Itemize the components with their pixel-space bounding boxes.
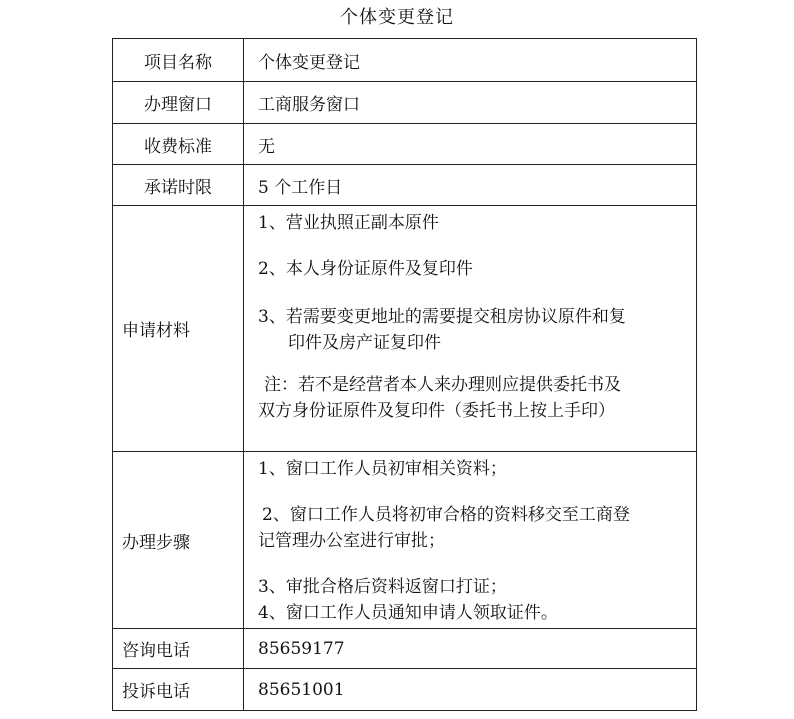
steps-label: 办理步骤 <box>113 452 244 629</box>
materials-note-line-1: 注：若不是经营者本人来办理则应提供委托书及 <box>264 375 621 395</box>
material-item-2: 2、本人身份证原件及复印件 <box>258 259 473 279</box>
page-title: 个体变更登记 <box>340 7 454 28</box>
materials-note-line-2: 双方身份证原件及复印件（委托书上按上手印） <box>258 401 615 421</box>
steps-content <box>244 452 697 629</box>
complaint-phone-label: 投诉电话 <box>113 669 244 711</box>
step-item-3: 3、审批合格后资料返窗口打证； <box>258 577 507 597</box>
service-window-label: 办理窗口 <box>113 82 244 124</box>
table-row-consult <box>113 629 697 669</box>
table-row-materials <box>113 206 697 452</box>
material-item-3-continued: 印件及房产证复印件 <box>288 333 441 353</box>
table-row-time-limit <box>113 165 697 206</box>
complaint-phone-value: 85651001 <box>244 669 697 711</box>
time-limit-value: 5 个工作日 <box>244 165 697 206</box>
materials-content <box>244 206 697 452</box>
step-item-4: 4、窗口工作人员通知申请人领取证件。 <box>258 603 558 623</box>
step-item-1: 1、窗口工作人员初审相关资料； <box>258 459 507 479</box>
project-name-label: 项目名称 <box>113 39 244 82</box>
fee-value: 无 <box>244 124 697 165</box>
consult-phone-value: 85659177 <box>244 629 697 669</box>
service-window-value: 工商服务窗口 <box>244 82 697 124</box>
materials-label: 申请材料 <box>113 206 244 452</box>
consult-phone-label: 咨询电话 <box>113 629 244 669</box>
table-row-steps <box>113 452 697 629</box>
table-row-complaint <box>113 669 697 711</box>
table-row-project-name <box>113 39 697 82</box>
step-item-2: 2、窗口工作人员将初审合格的资料移交至工商登 <box>262 505 630 525</box>
service-info-table <box>112 38 697 711</box>
table-row-service-window <box>113 82 697 124</box>
step-item-2-continued: 记管理办公室进行审批； <box>258 531 445 551</box>
fee-label: 收费标准 <box>113 124 244 165</box>
material-item-1: 1、营业执照正副本原件 <box>258 213 439 233</box>
time-limit-label: 承诺时限 <box>113 165 244 206</box>
material-item-3: 3、若需要变更地址的需要提交租房协议原件和复 <box>258 307 626 327</box>
project-name-value: 个体变更登记 <box>244 39 697 82</box>
table-row-fee <box>113 124 697 165</box>
